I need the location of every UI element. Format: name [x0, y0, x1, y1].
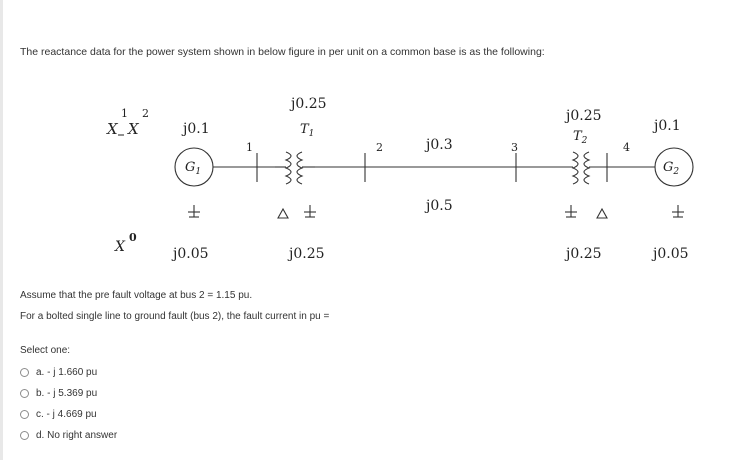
answer-option-d-label: d. No right answer [36, 430, 118, 441]
radio-button-d[interactable] [20, 431, 29, 440]
answer-option-a[interactable] [20, 362, 117, 383]
radio-button-b[interactable] [20, 389, 29, 398]
bus-2-label: 2 [376, 141, 383, 154]
transformer-t1-symbol [275, 152, 315, 184]
t1-x0-value: j0.25 [289, 246, 325, 262]
g2-x0-value: j0.05 [653, 246, 689, 262]
t2-ground-icon [565, 205, 577, 217]
bus-3-label: 3 [511, 141, 518, 154]
answer-option-a-label: a. - j 1.660 pu [36, 367, 98, 378]
g2-x12-value: j0.1 [654, 118, 681, 134]
t1-ground-icon [304, 205, 316, 217]
answer-option-c-label: c. - j 4.669 pu [36, 409, 97, 420]
answer-option-d[interactable] [20, 425, 117, 446]
g1-x0-value: j0.05 [173, 246, 209, 262]
zero-sequence-reactance-label [114, 231, 137, 255]
bus-1-label: 1 [246, 141, 253, 154]
g1-ground-icon [188, 205, 200, 217]
t2-delta-icon [597, 209, 607, 218]
t1-label: $T_1$ [300, 122, 315, 139]
t2-x0-value: j0.25 [566, 246, 602, 262]
g1-x12-value: j0.1 [183, 121, 210, 137]
positive-negative-reactance-label [106, 107, 149, 138]
answer-option-b-label: b. - j 5.369 pu [36, 388, 98, 399]
question-intro: The reactance data for the power system shown in below figure in per unit on a common base is as the following: [20, 46, 545, 58]
line-x12-value: j0.3 [426, 137, 453, 153]
radio-button-c[interactable] [20, 410, 29, 419]
answer-option-c[interactable] [20, 404, 117, 425]
g2-label: $G_2$ [663, 160, 680, 177]
svg-text:X: X [128, 120, 139, 138]
t1-delta-icon [278, 209, 288, 218]
answer-option-b[interactable] [20, 383, 117, 404]
answer-options [20, 362, 117, 446]
transformer-t2-symbol [573, 152, 655, 184]
svg-text:1: 1 [121, 107, 128, 120]
svg-text:X: X [115, 239, 125, 255]
fault-question-text: For a bolted single line to ground fault (bus 2), the fault current in pu = [20, 311, 330, 322]
select-one-prompt: Select one: [20, 345, 71, 356]
bus-4-label: 4 [623, 141, 630, 154]
svg-text:X: X [107, 120, 118, 138]
t2-label: $T_2$ [573, 129, 588, 146]
svg-text:2: 2 [142, 107, 149, 120]
assumption-text: Assume that the pre fault voltage at bus 2 = 1.15 pu. [20, 290, 253, 301]
line-x0-value: j0.5 [426, 198, 453, 214]
t2-x12-value: j0.25 [566, 108, 602, 124]
svg-text:0: 0 [129, 231, 137, 244]
t1-x12-value: j0.25 [291, 96, 327, 112]
g1-label: $G_1$ [185, 160, 202, 177]
radio-button-a[interactable] [20, 368, 29, 377]
g2-ground-icon [672, 205, 684, 217]
